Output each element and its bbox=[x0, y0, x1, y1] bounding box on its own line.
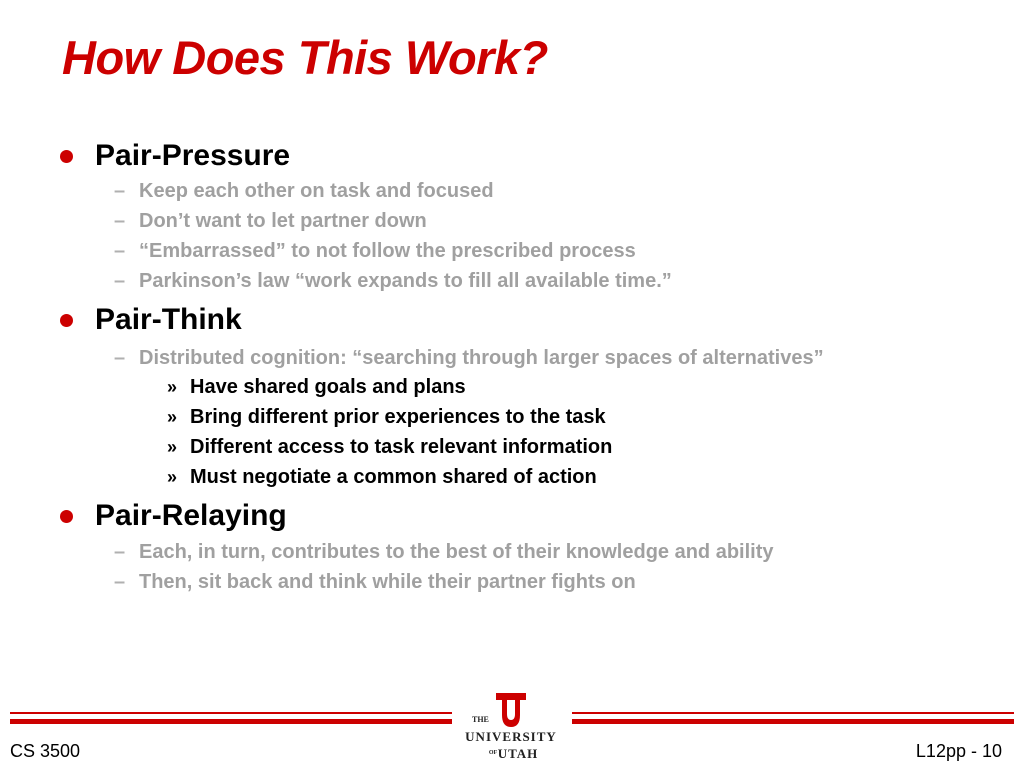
chevron-right-icon: » bbox=[167, 406, 178, 427]
section-heading-text: Pair-Think bbox=[95, 303, 242, 336]
list-item-text: Each, in turn, contributes to the best of their knowledge and ability bbox=[139, 540, 774, 563]
bullet-dot-icon bbox=[60, 150, 73, 163]
sub-list-item-text: Must negotiate a common shared of action bbox=[190, 465, 597, 488]
block-u-icon bbox=[496, 693, 526, 727]
list-item bbox=[114, 539, 774, 565]
dash-icon: – bbox=[114, 346, 126, 369]
footer-divider-top-right bbox=[572, 712, 1014, 714]
logo-line-1: THE bbox=[472, 715, 489, 724]
section-heading-text: Pair-Relaying bbox=[95, 499, 287, 532]
dash-icon: – bbox=[114, 570, 126, 593]
sub-list-item bbox=[167, 404, 606, 430]
sub-list-item-text: Have shared goals and plans bbox=[190, 375, 466, 398]
sub-list-item-text: Bring different prior experiences to the task bbox=[190, 405, 606, 428]
list-item-text: Distributed cognition: “searching through larger spaces of alternatives” bbox=[139, 346, 824, 369]
dash-icon: – bbox=[114, 239, 126, 262]
list-item-text: Keep each other on task and focused bbox=[139, 179, 494, 202]
sub-list-item bbox=[167, 464, 597, 490]
bullet-dot-icon bbox=[60, 510, 73, 523]
list-item bbox=[114, 345, 824, 371]
sub-list-item bbox=[167, 434, 612, 460]
footer-divider-bottom-left bbox=[10, 719, 452, 724]
footer-divider-top-left bbox=[10, 712, 452, 714]
chevron-right-icon: » bbox=[167, 466, 178, 487]
section-heading-pair-think bbox=[60, 302, 242, 338]
logo-line-3: UTAH bbox=[497, 746, 539, 761]
bullet-dot-icon bbox=[60, 314, 73, 327]
list-item bbox=[114, 569, 636, 595]
logo-line-3-small: OF bbox=[488, 750, 498, 756]
list-item-text: Don’t want to let partner down bbox=[139, 209, 427, 232]
section-heading-pair-relaying bbox=[60, 498, 287, 534]
logo-line-2: UNIVERSITY bbox=[465, 729, 557, 744]
dash-icon: – bbox=[114, 179, 126, 202]
course-label: CS 3500 bbox=[10, 741, 81, 761]
list-item bbox=[114, 208, 427, 234]
university-of-utah-logo bbox=[446, 690, 576, 768]
dash-icon: – bbox=[114, 540, 126, 563]
footer-divider-bottom-right bbox=[572, 719, 1014, 724]
list-item bbox=[114, 238, 636, 264]
list-item-text: “Embarrassed” to not follow the prescribed process bbox=[139, 239, 636, 262]
sub-list-item-text: Different access to task relevant information bbox=[190, 435, 613, 458]
sub-list-item bbox=[167, 374, 466, 400]
list-item bbox=[114, 178, 494, 204]
slide-title: How Does This Work? bbox=[62, 31, 548, 84]
dash-icon: – bbox=[114, 269, 126, 292]
list-item-text: Parkinson’s law “work expands to fill all available time.” bbox=[139, 269, 672, 292]
slide-number: L12pp - 10 bbox=[915, 741, 1002, 761]
list-item bbox=[114, 268, 672, 294]
section-heading-pair-pressure bbox=[60, 138, 290, 174]
chevron-right-icon: » bbox=[167, 376, 178, 397]
section-heading-text: Pair-Pressure bbox=[95, 139, 291, 172]
list-item-text: Then, sit back and think while their partner fights on bbox=[139, 570, 636, 593]
dash-icon: – bbox=[114, 209, 126, 232]
chevron-right-icon: » bbox=[167, 436, 178, 457]
